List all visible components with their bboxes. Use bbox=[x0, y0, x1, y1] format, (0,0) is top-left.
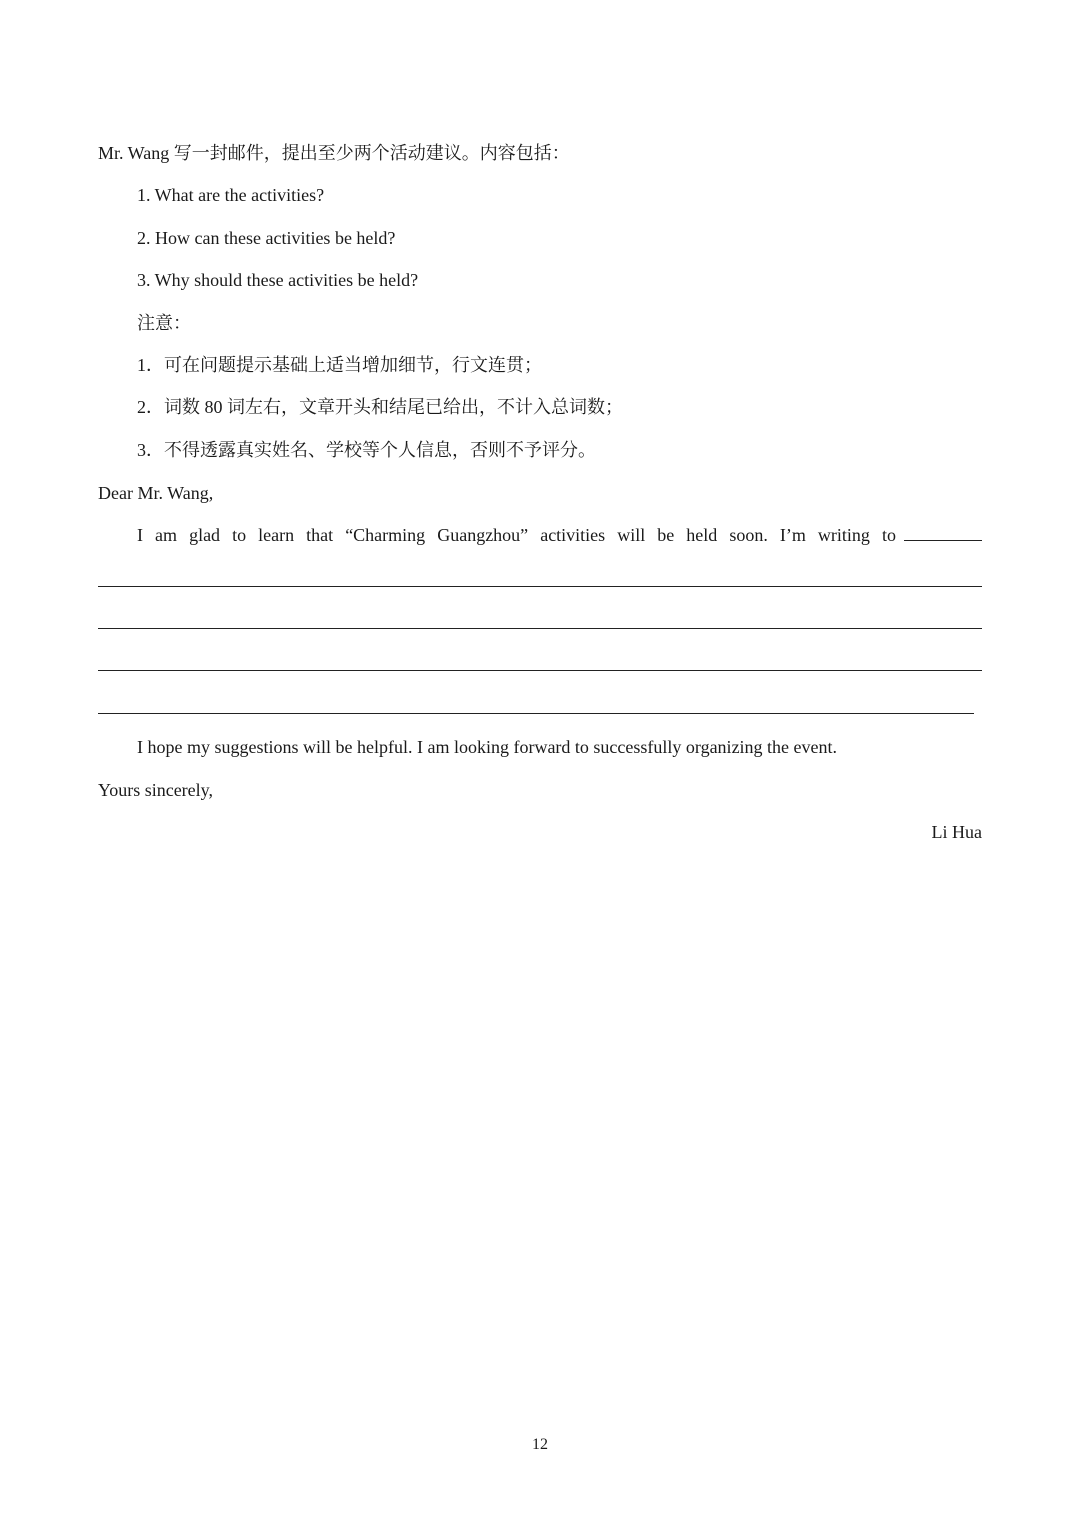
letter-greeting: Dear Mr. Wang, bbox=[98, 483, 214, 503]
opening-word: writing bbox=[817, 525, 870, 545]
opening-word: activities bbox=[540, 525, 606, 545]
note-1: 1．可在问题提示基础上适当增加细节，行文连贯； bbox=[137, 355, 542, 375]
opening-word: soon. bbox=[729, 525, 768, 545]
opening-word: to bbox=[881, 525, 896, 545]
answer-line-2[interactable] bbox=[98, 628, 982, 629]
opening-word: learn bbox=[258, 525, 295, 545]
answer-line-3[interactable] bbox=[98, 670, 982, 671]
letter-closing-sentence: I hope my suggestions will be helpful. I am looking forward to successfully organizing the event. bbox=[137, 737, 838, 757]
opening-word: will bbox=[617, 525, 646, 545]
question-3: 3. Why should these activities be held? bbox=[137, 270, 419, 290]
letter-opening-line bbox=[137, 524, 982, 546]
question-2: 2. How can these activities be held? bbox=[137, 228, 396, 248]
opening-word: I’m bbox=[779, 525, 806, 545]
opening-word: am bbox=[155, 525, 178, 545]
answer-blank-inline[interactable] bbox=[904, 524, 982, 541]
opening-word: be bbox=[657, 525, 675, 545]
answer-line-4[interactable] bbox=[98, 713, 974, 714]
opening-word: that bbox=[306, 525, 334, 545]
opening-word: I bbox=[137, 525, 143, 545]
note-2: 2．词数 80 词左右，文章开头和结尾已给出，不计入总词数； bbox=[137, 397, 623, 417]
intro-line: Mr. Wang 写一封邮件，提出至少两个活动建议。内容包括： bbox=[98, 143, 570, 163]
opening-word: glad bbox=[189, 525, 221, 545]
opening-word: to bbox=[232, 525, 247, 545]
notes-heading: 注意： bbox=[137, 313, 191, 333]
opening-word: “Charming bbox=[345, 525, 426, 545]
question-1: 1. What are the activities? bbox=[137, 185, 325, 205]
answer-line-1[interactable] bbox=[98, 586, 982, 587]
letter-signature: Li Hua bbox=[931, 822, 982, 842]
letter-sign-off: Yours sincerely, bbox=[98, 780, 213, 800]
opening-word: held bbox=[686, 525, 718, 545]
note-3: 3．不得透露真实姓名、学校等个人信息，否则不予评分。 bbox=[137, 440, 596, 460]
page-number: 12 bbox=[532, 1436, 548, 1453]
opening-word: Guangzhou” bbox=[437, 525, 529, 545]
